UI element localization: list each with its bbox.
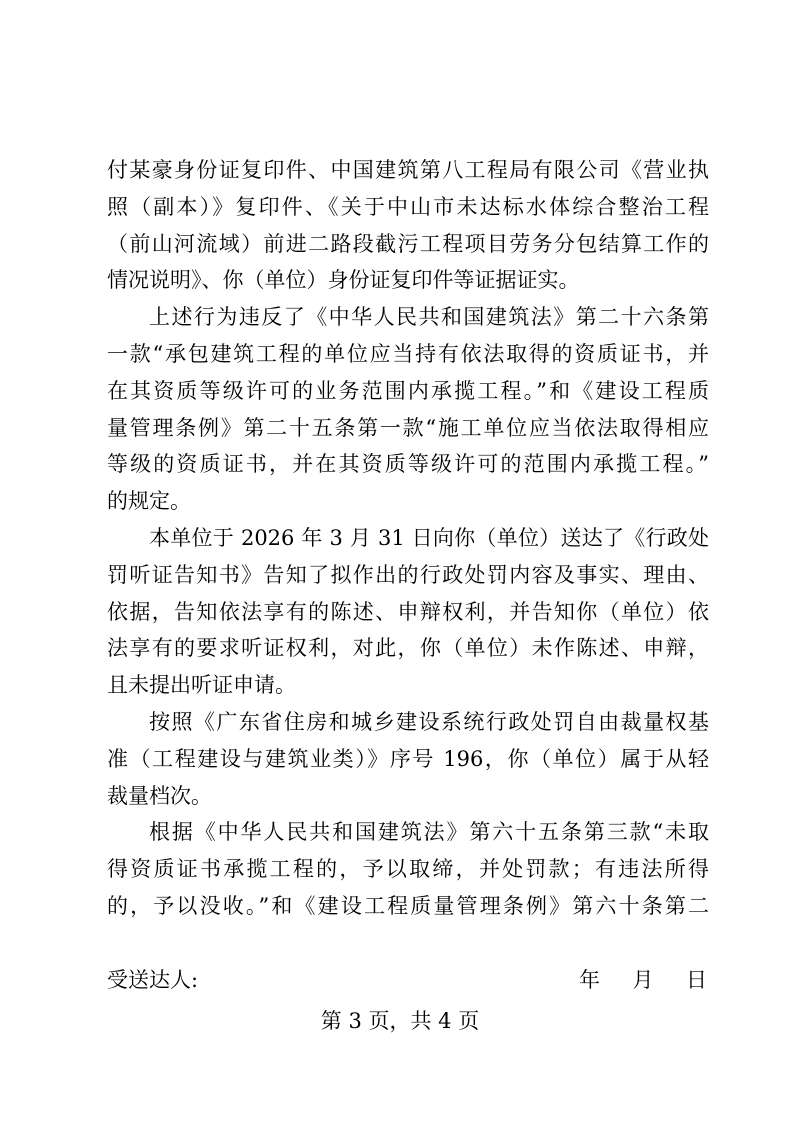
text-line: 情况说明》、你（单位）身份证复印件等证据证实。: [107, 268, 580, 293]
year-label: 年: [579, 968, 600, 992]
text-line: 量管理条例》第二十五条第一款“施工单位应当依法取得相应: [107, 415, 709, 440]
text-line: 根据《中华人民共和国建筑法》第六十五条第三款“未取: [149, 820, 709, 845]
text-line: 准（工程建设与建筑业类）》序号 196，你（单位）属于从轻: [107, 746, 709, 771]
text-line: 法享有的要求听证权利，对此，你（单位）未作陈述、申辩，: [107, 636, 709, 661]
recipient-label: 受送达人:: [107, 968, 199, 992]
text-line: 等级的资质证书，并在其资质等级许可的范围内承揽工程。”: [107, 452, 709, 477]
text-line: 按照《广东省住房和城乡建设系统行政处罚自由裁量权基: [149, 709, 709, 734]
text-line: 付某豪身份证复印件、中国建筑第八工程局有限公司《营业执: [107, 158, 709, 182]
text-line: 的规定。: [107, 489, 191, 514]
text-line: （前山河流域）前进二路段截污工程项目劳务分包结算工作的: [107, 231, 709, 256]
date-fields: [579, 964, 707, 996]
page-number: 第 3 页，共 4 页: [320, 1009, 480, 1033]
text-line: 裁量档次。: [107, 783, 212, 808]
document-body: [107, 152, 709, 925]
text-line: 依据，告知依法享有的陈述、申辩权利，并告知你（单位）依: [107, 599, 709, 624]
signature-row: [107, 964, 707, 996]
text-line: 且未提出听证申请。: [107, 673, 296, 698]
text-line: 照（副本）》复印件、《关于中山市未达标水体综合整治工程: [107, 194, 709, 219]
day-label: 日: [686, 968, 707, 992]
text-line: 得资质证书承揽工程的，予以取缔，并处罚款；有违法所得: [107, 857, 709, 882]
text-line: 上述行为违反了《中华人民共和国建筑法》第二十六条第: [149, 305, 709, 330]
text-line: 罚听证告知书》告知了拟作出的行政处罚内容及事实、理由、: [107, 562, 709, 587]
text-line: 在其资质等级许可的业务范围内承揽工程。”和《建设工程质: [107, 378, 709, 403]
text-line: 一款“承包建筑工程的单位应当持有依法取得的资质证书，并: [107, 341, 709, 366]
month-label: 月: [632, 968, 654, 992]
text-line: 的，予以没收。”和《建设工程质量管理条例》第六十条第二: [107, 893, 709, 918]
text-line: 本单位于 2026 年 3 月 31 日向你（单位）送达了《行政处: [149, 525, 709, 550]
